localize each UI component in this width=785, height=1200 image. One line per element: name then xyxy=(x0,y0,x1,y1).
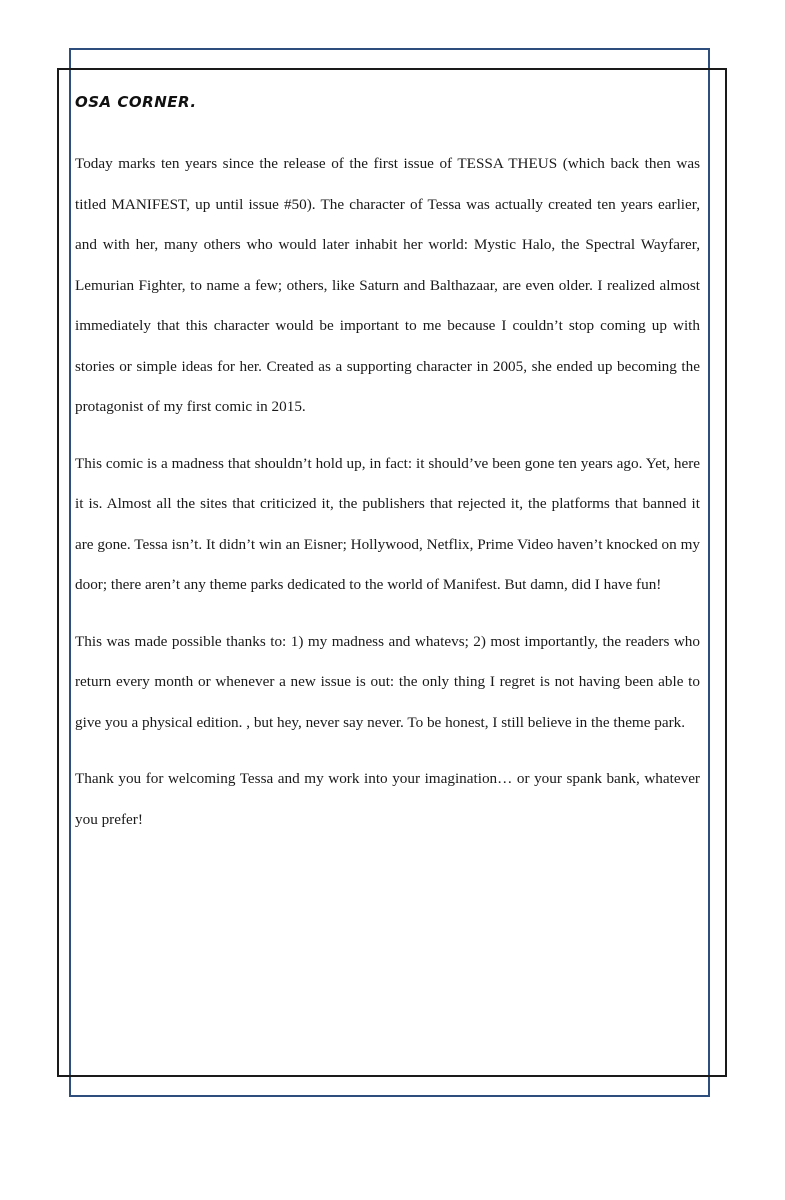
article-paragraph-4: Thank you for welcoming Tessa and my work into your imagination… or your spank bank, whatever you prefer! xyxy=(75,770,700,828)
article-content xyxy=(75,92,700,856)
article-heading: OSA CORNER. xyxy=(75,93,197,111)
article-paragraph-3: This was made possible thanks to: 1) my madness and whatevs; 2) most importantly, the readers who return every month or whenever a new issue is out: the only thing I regret is not having been able to give you a physical edition. , but hey, never say never. To be honest, I still believe in the theme park. xyxy=(75,632,700,731)
article-paragraph-1: Today marks ten years since the release of the first issue of TESSA THEUS (which back then was titled MANIFEST, up until issue #50). The character of Tessa was actually created ten years earlier, and with her, many others who would later inhabit her world: Mystic Halo, the Spectral Wayfarer, Lemurian Fighter, to name a few; others, like Saturn and Balthazaar, are even older. I realized almost immediately that this character would be important to me because I couldn’t stop coming up with stories or simple ideas for her. Created as a supporting character in 2005, she ended up becoming the protagonist of my first comic in 2015. xyxy=(75,155,700,415)
article-paragraph-2: This comic is a madness that shouldn’t hold up, in fact: it should’ve been gone ten years ago. Yet, here it is. Almost all the sites that criticized it, the publishers that rejected it, the platforms that banned it are gone. Tessa isn’t. It didn’t win an Eisner; Hollywood, Netflix, Prime Video haven’t knocked on my door; there aren’t any theme parks dedicated to the world of Manifest. But damn, did I have fun! xyxy=(75,454,700,593)
